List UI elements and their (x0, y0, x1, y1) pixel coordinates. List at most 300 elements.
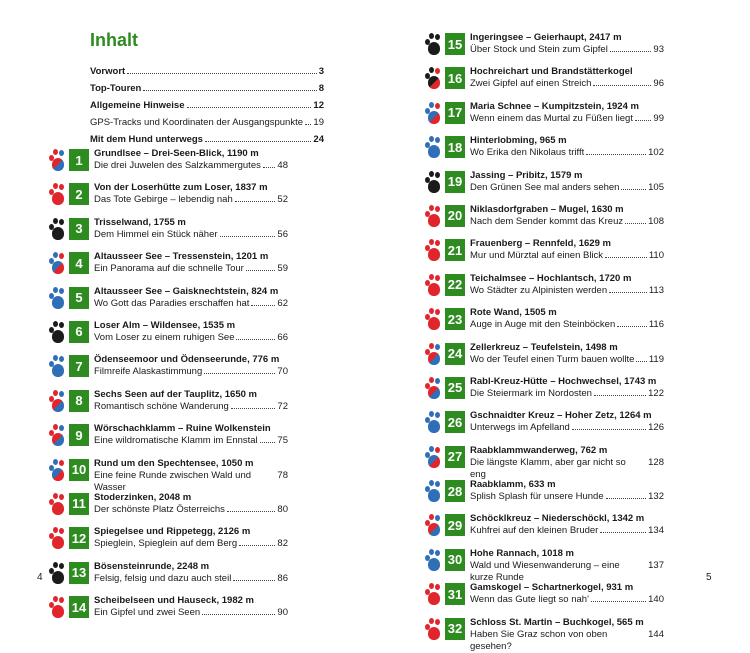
tour-page: 80 (277, 503, 288, 515)
dot-leader (187, 107, 312, 108)
tour-subtitle: Kuhfrei auf den kleinen Bruder (470, 525, 599, 537)
dot-leader (586, 154, 646, 155)
dot-leader (202, 614, 275, 615)
tour-number-badge: 23 (445, 308, 465, 330)
dot-leader (251, 305, 275, 306)
tour-entry[interactable] (424, 66, 664, 100)
paw-icon (424, 582, 442, 606)
dot-leader (260, 442, 276, 443)
tour-number-badge: 29 (445, 514, 465, 536)
tour-name: Wörschachklamm – Ruine Wolkenstein (94, 423, 271, 435)
tour-subtitle-line (470, 525, 664, 537)
tour-subtitle-line (470, 285, 664, 297)
tour-subtitle: Die Steiermark im Nordosten (470, 387, 592, 399)
tour-subtitle: Felsig, felsig und dazu auch steil (94, 572, 232, 584)
tour-subtitle: Wo Gott das Paradies erschaffen hat (94, 297, 250, 309)
tour-page: 144 (648, 628, 664, 640)
paw-icon (424, 101, 442, 125)
tour-entry[interactable] (48, 354, 288, 388)
toc-entry[interactable] (90, 100, 324, 117)
dot-leader (600, 532, 646, 533)
tour-text (94, 320, 288, 354)
tour-text (470, 513, 664, 547)
tour-entry[interactable] (424, 32, 664, 66)
tour-entry[interactable] (48, 320, 288, 354)
paw-icon (48, 389, 66, 413)
dot-leader (305, 124, 311, 125)
dot-leader (227, 511, 275, 512)
tour-subtitle-line (470, 457, 664, 481)
page-number-left: 4 (37, 572, 43, 583)
tour-number-badge: 14 (69, 596, 89, 618)
tour-number-badge: 12 (69, 527, 89, 549)
tour-subtitle: Wald und Wiesenwanderung – eine kurze Runde (470, 559, 620, 583)
tour-entry[interactable] (424, 135, 664, 169)
dot-leader (609, 292, 647, 293)
toc-entry[interactable] (90, 117, 324, 134)
tour-text (470, 479, 664, 513)
tour-subtitle-line (94, 607, 288, 619)
paw-icon (424, 445, 442, 469)
tour-subtitle: Mur und Mürztal auf einen Blick (470, 250, 604, 262)
tour-subtitle-line (470, 422, 664, 434)
paw-icon (48, 217, 66, 241)
tour-text (470, 170, 664, 204)
paw-icon (48, 492, 66, 516)
tour-text (94, 595, 288, 629)
tour-number-badge: 24 (445, 343, 465, 365)
paw-icon (424, 479, 442, 503)
tour-text (94, 492, 288, 526)
tour-subtitle-line (470, 250, 664, 262)
toc-entry-label: GPS-Tracks und Koordinaten der Ausgangspunkte (90, 117, 303, 128)
tour-entry[interactable] (424, 445, 664, 479)
tour-page: 75 (277, 435, 288, 447)
tour-name: Ingeringsee – Geierhaupt, 2417 m (470, 32, 622, 43)
tour-number-badge: 9 (69, 424, 89, 446)
tour-name: Loser Alm – Wildensee, 1535 m (94, 319, 236, 331)
tour-page: 96 (653, 78, 664, 90)
tour-number-badge: 11 (69, 493, 89, 515)
tour-subtitle-line (470, 491, 664, 503)
tour-number-badge: 18 (445, 136, 465, 158)
tour-entry[interactable] (48, 423, 288, 457)
tour-page: 102 (648, 147, 664, 159)
tour-name: Teichalmsee – Hochlantsch, 1720 m (470, 272, 632, 284)
front-matter-list (90, 66, 324, 151)
dot-leader (239, 545, 275, 546)
tour-entry[interactable] (424, 307, 664, 341)
tour-entry[interactable] (48, 251, 288, 285)
tour-page: 110 (648, 250, 664, 262)
tour-subtitle: Das Tote Gebirge – lebendig nah (94, 194, 233, 206)
tour-name: Bösensteinrunde, 2248 m (94, 560, 210, 572)
dot-leader (591, 601, 646, 602)
tour-subtitle-line (94, 470, 288, 494)
paw-icon (48, 595, 66, 619)
tour-name: Jassing – Pribitz, 1579 m (470, 169, 583, 181)
tour-subtitle-line (94, 160, 288, 172)
tour-text (470, 548, 664, 582)
tour-name: Rund um den Spechtensee, 1050 m (94, 457, 254, 469)
tour-subtitle: Eine wildromatische Klamm im Ennstal (94, 435, 258, 447)
tour-subtitle: Ein Panorama auf die schnelle Tour (94, 263, 244, 275)
tour-subtitle: Nach dem Sender kommt das Kreuz (470, 215, 624, 227)
paw-icon (424, 204, 442, 228)
tour-page: 90 (277, 607, 288, 619)
tour-page: 126 (648, 422, 664, 434)
dot-leader (143, 90, 316, 91)
paw-icon (48, 286, 66, 310)
paw-icon (424, 410, 442, 434)
tour-subtitle: Haben Sie Graz schon von oben gesehen? (470, 628, 608, 652)
toc-entry-page: 19 (313, 117, 324, 128)
tour-number-badge: 13 (69, 562, 89, 584)
tour-number-badge: 2 (69, 183, 89, 205)
dot-leader (625, 223, 646, 224)
dot-leader (593, 85, 651, 86)
tour-subtitle: Auge in Auge mit den Steinböcken (470, 319, 616, 331)
tour-entry[interactable] (48, 286, 288, 320)
paw-icon (424, 238, 442, 262)
tour-page: 56 (277, 228, 288, 240)
paw-icon (424, 170, 442, 194)
tour-number-badge: 22 (445, 274, 465, 296)
tour-name: Niklasdorfgraben – Mugel, 1630 m (470, 203, 624, 215)
tour-subtitle-line (470, 44, 664, 56)
dot-leader (235, 201, 276, 202)
dot-leader (233, 580, 275, 581)
dot-leader (610, 51, 652, 52)
tour-text (94, 148, 288, 182)
toc-entry[interactable] (90, 83, 324, 100)
tour-page: 122 (648, 387, 664, 399)
tour-subtitle: Unterwegs im Apfelland (470, 422, 570, 434)
tour-number-badge: 16 (445, 67, 465, 89)
tour-number-badge: 31 (445, 583, 465, 605)
dot-leader (617, 326, 647, 327)
paw-icon (424, 66, 442, 90)
tour-page: 93 (653, 44, 664, 55)
paw-icon (424, 548, 442, 572)
tour-page: 66 (277, 331, 288, 343)
toc-entry-label: Top-Touren (90, 83, 142, 94)
tour-name: Rabl-Kreuz-Hütte – Hochwechsel, 1743 m (470, 375, 657, 387)
paw-icon (48, 561, 66, 585)
tour-name: Raabklamm, 633 m (470, 479, 556, 491)
tour-name: Hinterlobming, 965 m (470, 135, 567, 147)
tour-name: Spiegelsee und Rippetegg, 2126 m (94, 526, 251, 538)
tour-subtitle-line (94, 538, 288, 550)
tour-number-badge: 19 (445, 171, 465, 193)
dot-leader (263, 167, 276, 168)
tour-page: 82 (277, 538, 288, 550)
paw-icon (424, 513, 442, 537)
dot-leader (606, 498, 647, 499)
tour-page: 72 (277, 400, 288, 412)
toc-entry-page: 24 (313, 134, 324, 145)
tour-number-badge: 5 (69, 287, 89, 309)
paw-icon (48, 458, 66, 482)
tour-text (94, 182, 288, 216)
tour-name: Ödenseemoor und Ödenseerunde, 776 m (94, 354, 280, 366)
paw-icon (48, 423, 66, 447)
tour-text (470, 101, 664, 135)
tour-text (470, 342, 664, 376)
tour-name: Schöcklkreuz – Niederschöckl, 1342 m (470, 513, 645, 525)
tour-entry[interactable] (48, 389, 288, 423)
tour-subtitle-line (94, 401, 288, 413)
paw-icon (424, 376, 442, 400)
tour-page: 59 (277, 263, 288, 275)
toc-entry-page: 3 (318, 66, 324, 77)
dot-leader (635, 120, 651, 121)
tour-page: 134 (648, 525, 664, 537)
tour-entry[interactable] (48, 595, 288, 629)
tour-subtitle-line (470, 113, 664, 125)
tour-subtitle-line (470, 594, 664, 606)
tour-name: Altausseer See – Gaisknechtstein, 824 m (94, 285, 279, 297)
tour-page: 99 (653, 112, 664, 124)
tour-number-badge: 3 (69, 218, 89, 240)
tour-subtitle: Wenn das Gute liegt so nah' (470, 594, 589, 606)
tour-entry[interactable] (48, 526, 288, 560)
tour-page: 78 (277, 469, 288, 481)
dot-leader (621, 189, 646, 190)
paw-icon (424, 135, 442, 159)
toc-entry-page: 12 (313, 100, 324, 111)
paw-icon (424, 617, 442, 641)
tour-page: 132 (648, 491, 664, 503)
tour-name: Stoderzinken, 2048 m (94, 491, 192, 503)
tour-name: Raabklammwanderweg, 762 m (470, 444, 608, 456)
tour-number-badge: 15 (445, 33, 465, 55)
tour-number-badge: 26 (445, 411, 465, 433)
tour-text (470, 273, 664, 307)
tour-number-badge: 21 (445, 239, 465, 261)
tour-subtitle-line (470, 147, 664, 159)
tour-page: 108 (648, 215, 664, 227)
page-number-right: 5 (706, 572, 712, 583)
paw-icon (48, 182, 66, 206)
tour-number-badge: 17 (445, 102, 465, 124)
tour-text (94, 286, 288, 320)
tour-entry[interactable] (424, 548, 664, 582)
tour-entry[interactable] (424, 238, 664, 272)
tour-text (94, 251, 288, 285)
tour-page: 119 (648, 353, 664, 365)
tour-entry[interactable] (48, 182, 288, 216)
paw-icon (424, 342, 442, 366)
tour-text (470, 376, 664, 410)
tour-text (470, 204, 664, 238)
tour-subtitle: Spieglein, Spieglein auf dem Berg (94, 538, 238, 550)
tour-entry[interactable] (424, 410, 664, 444)
tour-subtitle-line (94, 435, 288, 447)
tour-number-badge: 30 (445, 549, 465, 571)
tour-entry[interactable] (48, 492, 288, 526)
tour-subtitle: Den Grünen See mal anders sehen (470, 181, 620, 193)
tour-subtitle: Über Stock und Stein zum Gipfel (470, 44, 608, 55)
tour-text (94, 423, 288, 457)
toc-entry-label: Allgemeine Hinweise (90, 100, 185, 111)
paw-icon (48, 251, 66, 275)
tour-number-badge: 10 (69, 459, 89, 481)
tour-text (94, 458, 288, 492)
tour-page: 62 (277, 297, 288, 309)
tour-number-badge: 6 (69, 321, 89, 343)
dot-leader (636, 361, 646, 362)
tour-entry[interactable] (48, 217, 288, 251)
paw-icon (424, 307, 442, 331)
toc-entry-label: Mit dem Hund unterwegs (90, 134, 203, 145)
tour-page: 140 (648, 594, 664, 606)
tour-subtitle: Zwei Gipfel auf einen Streich (470, 78, 592, 90)
tour-text (470, 617, 664, 651)
tour-subtitle: Die längste Klamm, aber gar nicht so eng (470, 456, 626, 480)
paw-icon (48, 354, 66, 378)
tour-text (470, 307, 664, 341)
dot-leader (605, 257, 647, 258)
tour-name: Frauenberg – Rennfeld, 1629 m (470, 238, 611, 250)
tour-subtitle: Filmreife Alaskastimmung (94, 366, 203, 378)
tour-subtitle: Eine feine Runde zwischen Wald und Wasser (94, 469, 252, 493)
toc-entry[interactable] (90, 66, 324, 83)
tour-subtitle-line (94, 194, 288, 206)
dot-leader (231, 408, 276, 409)
tour-entry[interactable] (424, 273, 664, 307)
paw-icon (424, 32, 442, 56)
tour-subtitle: Splish Splash für unsere Hunde (470, 491, 604, 503)
toc-entry-page: 8 (318, 83, 324, 94)
tour-name: Rote Wand, 1505 m (470, 307, 557, 319)
tour-text (94, 389, 288, 423)
tour-number-badge: 1 (69, 149, 89, 171)
tour-text (94, 561, 288, 595)
tour-subtitle: Dem Himmel ein Stück näher (94, 228, 218, 240)
tour-name: Trisselwand, 1755 m (94, 216, 186, 228)
tour-text (470, 66, 664, 100)
tour-entry[interactable] (424, 170, 664, 204)
tour-text (470, 445, 664, 479)
dot-leader (205, 141, 311, 142)
tour-entry[interactable] (424, 101, 664, 135)
tour-entry[interactable] (48, 458, 288, 492)
tour-name: Zellerkreuz – Teufelstein, 1498 m (470, 341, 618, 353)
tour-page: 113 (648, 284, 664, 296)
tour-name: Grundlsee – Drei-Seen-Blick, 1190 m (94, 148, 259, 159)
tour-subtitle: Wo Städter zu Alpinisten werden (470, 284, 608, 296)
tour-page: 137 (648, 559, 664, 571)
tour-entry[interactable] (424, 513, 664, 547)
toc-entry-label: Vorwort (90, 66, 126, 77)
tour-number-badge: 20 (445, 205, 465, 227)
tour-name: Sechs Seen auf der Tauplitz, 1650 m (94, 388, 257, 400)
dot-leader (594, 395, 646, 396)
tour-subtitle-line (94, 298, 288, 310)
tour-entry[interactable] (424, 617, 664, 651)
paw-icon (48, 526, 66, 550)
tour-subtitle: Wo Erika den Nikolaus trifft (470, 147, 585, 159)
paw-icon (424, 273, 442, 297)
tour-page: 48 (277, 160, 288, 171)
tour-subtitle-line (470, 216, 664, 228)
tour-subtitle-line (470, 354, 664, 366)
tour-entry[interactable] (424, 582, 664, 616)
tour-subtitle-line (470, 319, 664, 331)
tour-page: 105 (648, 181, 664, 193)
tour-name: Maria Schnee – Kumpitzstein, 1924 m (470, 100, 639, 112)
tour-number-badge: 28 (445, 480, 465, 502)
tour-text (470, 135, 664, 169)
tour-page: 116 (648, 319, 664, 331)
tour-subtitle: Der schönste Platz Österreichs (94, 503, 225, 515)
tour-text (470, 238, 664, 272)
dot-leader (220, 236, 276, 237)
dot-leader (572, 429, 646, 430)
dot-leader (204, 373, 275, 374)
tour-page: 128 (648, 456, 664, 468)
tour-name: Schloss St. Martin – Buchkogel, 565 m (470, 616, 644, 628)
tour-page: 86 (277, 572, 288, 584)
tour-entry[interactable] (48, 561, 288, 595)
tour-subtitle-line (470, 78, 664, 90)
tour-text (94, 217, 288, 251)
tour-text (94, 354, 288, 388)
tour-subtitle-line (94, 229, 288, 241)
dot-leader (246, 270, 276, 271)
tour-subtitle: Romantisch schöne Wanderung (94, 400, 229, 412)
tour-subtitle: Vom Loser zu einem ruhigen See (94, 331, 235, 343)
tour-subtitle-line (94, 263, 288, 275)
tour-number-badge: 27 (445, 446, 465, 468)
tour-entry[interactable] (424, 376, 664, 410)
tour-text (470, 410, 664, 444)
tour-text (94, 526, 288, 560)
tour-subtitle: Wo der Teufel einen Turm bauen wollte (470, 353, 635, 365)
tour-subtitle-line (94, 332, 288, 344)
tour-entry[interactable] (424, 342, 664, 376)
paw-icon (48, 320, 66, 344)
tour-subtitle-line (470, 182, 664, 194)
tour-name: Von der Loserhütte zum Loser, 1837 m (94, 182, 268, 194)
tour-subtitle-line (94, 366, 288, 378)
tour-entry[interactable] (48, 148, 288, 182)
tour-subtitle-line (470, 629, 664, 653)
tour-name: Hochreichart und Brandstätterkogel (470, 66, 633, 78)
tour-text (470, 32, 664, 66)
tour-number-badge: 4 (69, 252, 89, 274)
tour-list-left (48, 148, 288, 629)
tour-name: Hohe Rannach, 1018 m (470, 547, 575, 559)
tour-subtitle-line (94, 573, 288, 585)
tour-list-right (424, 32, 664, 651)
dot-leader (236, 339, 275, 340)
tour-entry[interactable] (424, 204, 664, 238)
tour-text (470, 582, 664, 616)
toc-title: Inhalt (90, 30, 138, 50)
tour-name: Altausseer See – Tressenstein, 1201 m (94, 251, 269, 263)
tour-number-badge: 32 (445, 618, 465, 640)
tour-page: 70 (277, 366, 288, 378)
tour-number-badge: 8 (69, 390, 89, 412)
tour-page: 52 (277, 194, 288, 206)
tour-subtitle-line (470, 560, 664, 584)
tour-name: Gamskogel – Schartnerkogel, 931 m (470, 582, 634, 594)
tour-number-badge: 7 (69, 355, 89, 377)
tour-entry[interactable] (424, 479, 664, 513)
tour-subtitle: Wenn einem das Murtal zu Füßen liegt (470, 112, 633, 124)
